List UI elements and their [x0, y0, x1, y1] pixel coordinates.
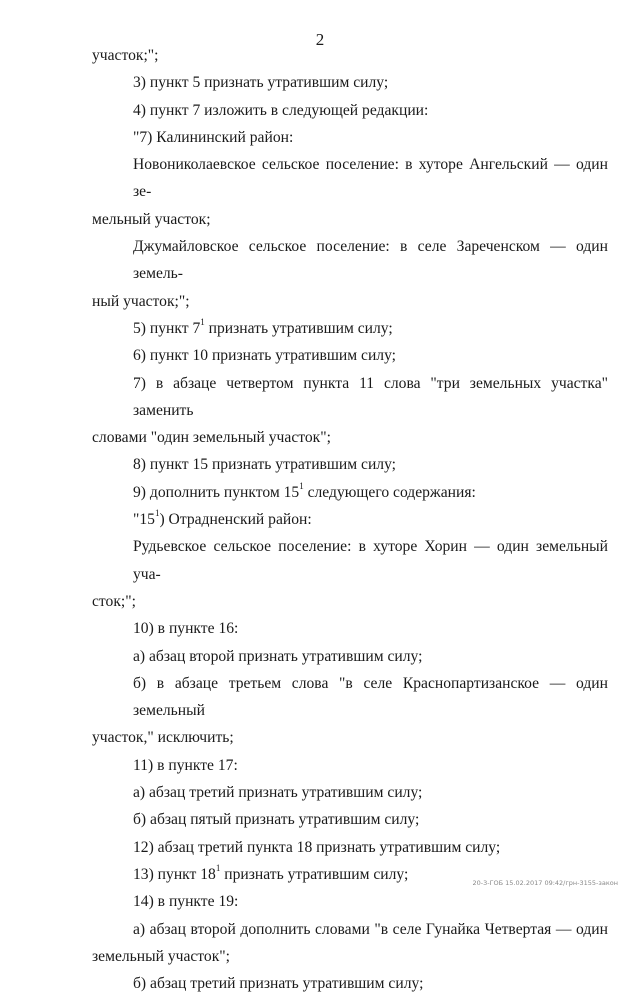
text-line: земельный участок";	[92, 947, 230, 965]
text-line: а) абзац третий признать утратившим силу;	[133, 784, 423, 802]
text-line: ный участок;";	[92, 292, 190, 310]
text-line: 4) пункт 7 изложить в следующей редакции:	[133, 101, 429, 119]
text-line: 7) в абзаце четвертом пункта 11 слова "три земельных участка" заменить	[133, 374, 608, 419]
text-line: б) в абзаце третьем слова "в селе Краснопартизанское — один земельный	[133, 674, 608, 720]
text-line: 6) пункт 10 признать утратившим силу;	[133, 347, 397, 365]
text-line: 11) в пункте 17:	[133, 756, 238, 774]
text-line: 3) пункт 5 признать утратившим силу;	[133, 74, 389, 92]
superscript: 1	[154, 507, 160, 518]
line-text-end: следующего содержания:	[303, 483, 476, 501]
text-line: Новониколаевское сельское поселение: в хуторе Ангельский — один зе-	[133, 156, 608, 201]
text-line-with-superscript	[92, 506, 608, 533]
text-line: 14) в пункте 19:	[133, 893, 239, 911]
text-line: 12) абзац третий пункта 18 признать утратившим силу;	[133, 838, 501, 856]
superscript: 1	[299, 480, 304, 491]
text-line: словами "один земельный участок";	[92, 429, 331, 447]
text-line: 10) в пункте 16:	[133, 620, 239, 638]
line-text-start: 9) дополнить пунктом 15	[133, 483, 300, 501]
text-line: б) абзац пятый признать утратившим силу;	[133, 811, 420, 829]
superscript: 1	[215, 862, 221, 873]
line-text-end: признать утратившим силу;	[220, 865, 409, 883]
line-text-start: 13) пункт 18	[133, 865, 216, 883]
text-line: а) абзац второй признать утратившим силу;	[133, 647, 423, 665]
text-line: Джумайловское сельское поселение: в селе Зареченском — один земель-	[133, 238, 608, 283]
text-line-with-superscript	[92, 479, 608, 506]
text-line: "7) Калининский район:	[133, 128, 294, 146]
text-line: участок," исключить;	[92, 729, 234, 747]
line-text-end: ) Отрадненский район:	[159, 511, 312, 529]
text-line: а) абзац второй дополнить словами "в селе Гунайка Четвертая — один	[133, 920, 608, 938]
line-text-end: признать утратившим силу;	[204, 319, 393, 337]
text-line: Рудьевское сельское поселение: в хуторе Хорин — один земельный уча-	[133, 538, 608, 583]
text-line: мельный участок;	[92, 210, 211, 228]
line-text-start: "15	[133, 511, 155, 529]
text-line: 8) пункт 15 признать утратившим силу;	[133, 456, 397, 474]
text-line: участок;";	[92, 47, 159, 64]
document-footer-code: 20-3-ГОБ 15.02.2017 09:42/грн-3155-закон	[472, 879, 618, 887]
line-text-start: 5) пункт 7	[133, 319, 201, 337]
text-line-with-superscript	[92, 315, 608, 342]
document-body	[92, 42, 608, 997]
superscript: 1	[200, 316, 205, 327]
text-line: сток;";	[92, 592, 136, 610]
page-number: 2	[315, 30, 325, 49]
text-line: б) абзац третий признать утратившим силу;	[133, 975, 424, 993]
